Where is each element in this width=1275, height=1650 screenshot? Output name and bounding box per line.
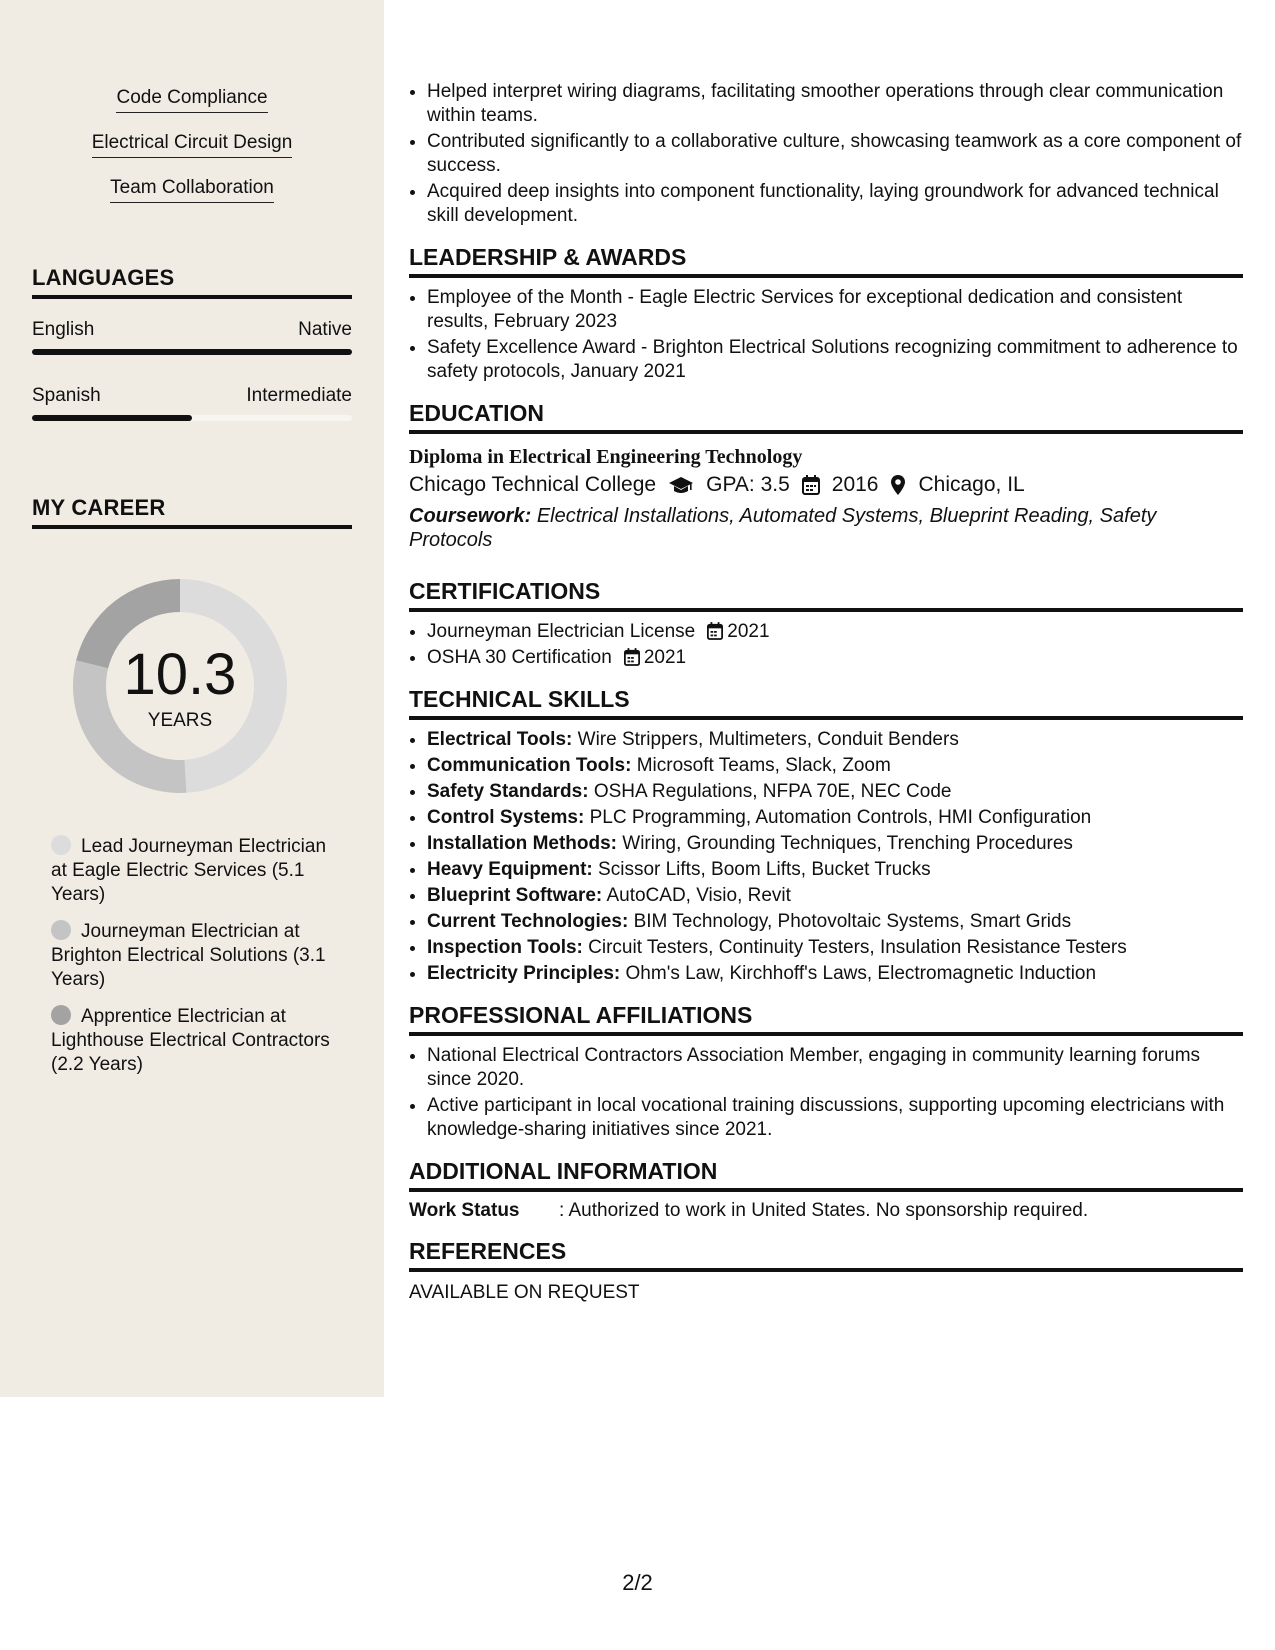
work-status-label: Work Status — [409, 1200, 520, 1221]
references-heading: REFERENCES — [409, 1238, 1243, 1272]
skill-label: Electricity Principles: — [427, 963, 621, 984]
affiliations-heading: PROFESSIONAL AFFILIATIONS — [409, 1002, 1243, 1036]
education-year: 2016 — [831, 473, 879, 496]
page-number: 2/2 — [622, 1570, 653, 1595]
skill-value: AutoCAD, Visio, Revit — [606, 885, 791, 906]
skill-item: Code Compliance — [116, 86, 267, 113]
list-item: • Contributed significantly to a collaborative culture, showcasing teamwork as a core component of success. — [427, 130, 1243, 178]
skill-value: Circuit Testers, Continuity Testers, Insulation Resistance Testers — [588, 937, 1127, 958]
skill-label: Electrical Tools: — [427, 729, 573, 750]
technical-skills-list — [409, 728, 1243, 986]
additional-info-heading: ADDITIONAL INFORMATION — [409, 1158, 1243, 1192]
cert-name: Journeyman Electrician License — [427, 621, 696, 642]
list-item — [427, 728, 1243, 752]
list-item: • National Electrical Contractors Association Member, engaging in community learning forums since 2020. — [427, 1044, 1243, 1092]
career-item — [51, 920, 342, 992]
cert-year: 2021 — [643, 647, 687, 668]
education-meta — [409, 470, 1243, 500]
language-spanish — [32, 385, 352, 421]
career-unit: YEARS — [147, 710, 213, 731]
language-level: Intermediate — [246, 385, 352, 406]
skill-item: Team Collaboration — [110, 176, 274, 203]
career-item-text: Lead Journeyman Electrician at Eagle Electric Services (5.1 Years) — [51, 836, 327, 905]
career-item-text: Apprentice Electrician at Lighthouse Electrical Contractors (2.2 Years) — [51, 1006, 330, 1075]
list-item — [427, 806, 1243, 830]
calendar-icon — [624, 648, 640, 666]
skill-label: Communication Tools: — [427, 755, 632, 776]
cert-name: OSHA 30 Certification — [427, 647, 612, 668]
legend-dot-icon — [51, 835, 71, 855]
experience-bullets — [409, 80, 1243, 228]
list-item — [427, 620, 1243, 644]
list-item: • Employee of the Month - Eagle Electric Services for exceptional dedication and consistent results, February 2023 — [427, 286, 1243, 334]
language-bar — [32, 349, 352, 355]
skill-label: Current Technologies: — [427, 911, 629, 932]
list-item: • Active participant in local vocational training discussions, supporting upcoming electricians with knowledge-sharing initiatives since 2021. — [427, 1094, 1243, 1142]
skill-label: Installation Methods: — [427, 833, 617, 854]
leadership-heading: LEADERSHIP & AWARDS — [409, 244, 1243, 278]
skill-value: Wiring, Grounding Techniques, Trenching Procedures — [622, 833, 1073, 854]
skill-label: Safety Standards: — [427, 781, 589, 802]
graduation-cap-icon — [668, 475, 694, 495]
list-item: • Helped interpret wiring diagrams, facilitating smoother operations through clear communication within teams. — [427, 80, 1243, 128]
skill-value: PLC Programming, Automation Controls, HMI Configuration — [589, 807, 1092, 828]
education-gpa: GPA: 3.5 — [706, 473, 790, 496]
coursework-label: Coursework: — [409, 505, 532, 527]
cert-year: 2021 — [727, 621, 770, 642]
skills-list — [32, 0, 352, 221]
list-item — [427, 884, 1243, 908]
skill-value: Scissor Lifts, Boom Lifts, Bucket Trucks — [598, 859, 931, 880]
list-item — [427, 936, 1243, 960]
coursework-text: Electrical Installations, Automated Systems, Blueprint Reading, Safety Protocols — [409, 505, 1157, 551]
certifications-heading: CERTIFICATIONS — [409, 578, 1243, 612]
career-item-text: Journeyman Electrician at Brighton Electrical Solutions (3.1 Years) — [51, 921, 326, 990]
skill-label: Control Systems: — [427, 807, 585, 828]
skill-value: Wire Strippers, Multimeters, Conduit Benders — [577, 729, 959, 750]
skill-value: BIM Technology, Photovoltaic Systems, Smart Grids — [633, 911, 1072, 932]
skill-item: Electrical Circuit Design — [92, 131, 293, 158]
language-bar-fill — [32, 349, 352, 355]
languages-heading: LANGUAGES — [32, 265, 352, 299]
list-item — [427, 646, 1243, 670]
calendar-icon — [802, 475, 820, 495]
language-level: Native — [298, 319, 352, 340]
education-location: Chicago, IL — [918, 473, 1025, 496]
language-bar-fill — [32, 415, 192, 421]
career-item — [51, 1005, 342, 1077]
education-degree: Diploma in Electrical Engineering Technology — [409, 446, 803, 468]
main-content — [409, 80, 1243, 1304]
list-item — [427, 832, 1243, 856]
legend-dot-icon — [51, 920, 71, 940]
list-item: • Safety Excellence Award - Brighton Electrical Solutions recognizing commitment to adherence to safety protocols, January 2021 — [427, 336, 1243, 384]
sidebar — [0, 0, 384, 1397]
career-heading: MY CAREER — [32, 495, 352, 529]
list-item — [427, 910, 1243, 934]
work-status-row — [409, 1200, 1243, 1222]
education-coursework — [409, 504, 1243, 552]
career-item — [51, 835, 342, 907]
list-item — [427, 780, 1243, 804]
career-list — [32, 835, 352, 1077]
education-school: Chicago Technical College — [409, 473, 657, 496]
certifications-list — [409, 620, 1243, 670]
skill-value: Microsoft Teams, Slack, Zoom — [636, 755, 891, 776]
legend-dot-icon — [51, 1005, 71, 1025]
skill-label: Heavy Equipment: — [427, 859, 593, 880]
affiliations-list — [409, 1044, 1243, 1142]
work-status-value: : Authorized to work in United States. No sponsorship required. — [559, 1200, 1089, 1221]
career-donut — [67, 573, 293, 799]
leadership-bullets — [409, 286, 1243, 384]
skill-value: Ohm's Law, Kirchhoff's Laws, Electromagnetic Induction — [625, 963, 1097, 984]
language-bar — [32, 415, 352, 421]
language-english — [32, 319, 352, 355]
language-name: English — [32, 319, 95, 340]
list-item — [427, 858, 1243, 882]
list-item — [427, 754, 1243, 778]
language-name: Spanish — [32, 385, 101, 406]
skill-value: OSHA Regulations, NFPA 70E, NEC Code — [593, 781, 952, 802]
education-heading: EDUCATION — [409, 400, 1243, 434]
career-total: 10.3 — [123, 642, 237, 707]
list-item — [427, 962, 1243, 986]
list-item: • Acquired deep insights into component functionality, laying groundwork for advanced technical skill development. — [427, 180, 1243, 228]
map-pin-icon — [890, 474, 906, 496]
technical-skills-heading: TECHNICAL SKILLS — [409, 686, 1243, 720]
references-text: AVAILABLE ON REQUEST — [409, 1282, 640, 1303]
skill-label: Blueprint Software: — [427, 885, 603, 906]
skill-label: Inspection Tools: — [427, 937, 583, 958]
calendar-icon — [707, 622, 723, 640]
